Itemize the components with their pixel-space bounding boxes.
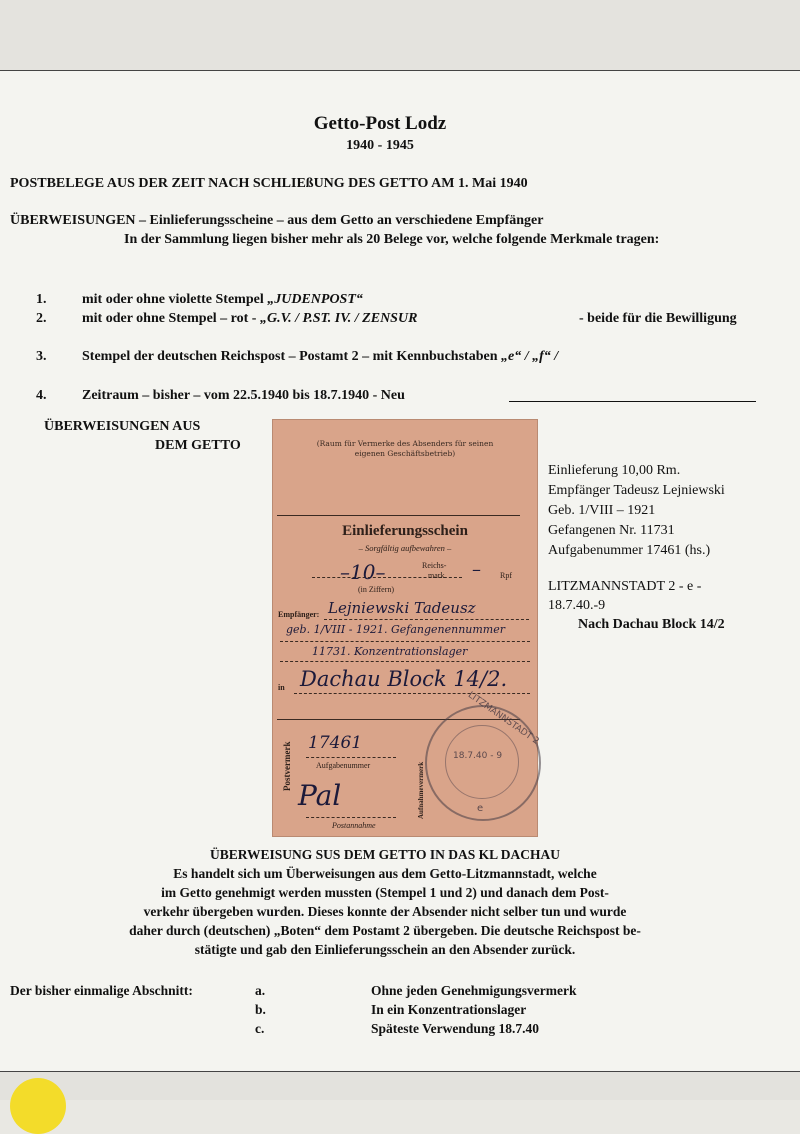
abschnitt-label: Der bisher einmalige Abschnitt: bbox=[10, 983, 193, 998]
card-note bbox=[272, 439, 538, 459]
feature-4-number: 4. bbox=[36, 388, 47, 403]
hand-name: Lejniewski Tadeusz bbox=[328, 599, 476, 617]
side-info-5: Aufgabenummer 17461 (hs.) bbox=[548, 543, 711, 558]
hand-place: Dachau Block 14/2. bbox=[300, 667, 508, 691]
signature-line bbox=[306, 817, 396, 818]
label-reichs: Reichs- bbox=[422, 561, 447, 570]
abschnitt-letter-c: c. bbox=[255, 1021, 265, 1036]
abschnitt-text-b: In ein Konzentrationslager bbox=[371, 1002, 527, 1017]
recipient-line-3 bbox=[280, 661, 530, 662]
hand-pf: – bbox=[472, 559, 481, 580]
postmark-letter: e bbox=[477, 803, 484, 814]
caption-line-1: Es handelt sich um Überweisungen aus dem Getto-Litzmannstadt, welche bbox=[173, 866, 597, 881]
caption-line-5: stätigte und gab den Einlieferungsschein an den Absender zurück. bbox=[194, 942, 576, 957]
label-postvermerk: Postvermerk bbox=[282, 741, 292, 791]
label-aufnahmevermerk: Aufnahmevermerk bbox=[417, 761, 425, 819]
side-info-7: 18.7.40.-9 bbox=[548, 598, 606, 613]
label-postannahme: Postannahme bbox=[332, 821, 376, 830]
hand-line2: geb. 1/VIII - 1921. Gefangenennummer bbox=[286, 623, 506, 636]
feature-2-number: 2. bbox=[36, 311, 47, 326]
hand-amount: –10– bbox=[340, 560, 386, 584]
page-title: Getto-Post Lodz bbox=[313, 113, 447, 134]
blank-fill-line bbox=[509, 401, 756, 402]
feature-2-note: - beide für die Bewilligung bbox=[579, 311, 737, 326]
label-mark: mark bbox=[428, 571, 445, 580]
side-info-1: Einlieferung 10,00 Rm. bbox=[548, 463, 681, 478]
caption-line-3: verkehr übergeben wurden. Dieses konnte der Absender nicht selber tun und wurde bbox=[143, 904, 627, 919]
label-in: in bbox=[278, 683, 285, 692]
label-rpf: Rpf bbox=[500, 571, 512, 580]
place-line bbox=[294, 693, 530, 694]
hand-line3: 11731. Konzentrationslager bbox=[312, 645, 468, 658]
label-in-ziffern: (in Ziffern) bbox=[358, 585, 395, 594]
side-info-2: Empfänger Tadeusz Lejniewski bbox=[548, 483, 725, 498]
feature-2-text: mit oder ohne Stempel – rot - „G.V. / P.ST. IV. / ZENSUR bbox=[82, 311, 418, 326]
feature-3-number: 3. bbox=[36, 349, 47, 364]
side-info-8: Nach Dachau Block 14/2 bbox=[578, 617, 725, 632]
label-empfaenger: Empfänger: bbox=[278, 610, 320, 619]
abschnitt-text-a: Ohne jeden Genehmigungsvermerk bbox=[371, 983, 577, 998]
postmark-date: 18.7.40 - 9 bbox=[453, 751, 503, 761]
feature-1-text: mit oder ohne violette Stempel „JUDENPOST“ bbox=[82, 292, 363, 307]
feature-1-number: 1. bbox=[36, 292, 47, 307]
recipient-line-2 bbox=[280, 641, 530, 642]
page-years: 1940 - 1945 bbox=[346, 138, 414, 153]
label-aufgabenummer: Aufgabenummer bbox=[316, 761, 371, 770]
section-heading-line1: ÜBERWEISUNGEN AUS bbox=[44, 419, 201, 434]
recipient-line-1 bbox=[324, 619, 529, 620]
hand-number: 17461 bbox=[308, 733, 363, 753]
caption-title: ÜBERWEISUNG SUS DEM GETTO IN DAS KL DACHAU bbox=[210, 847, 560, 862]
yellow-marker-dot bbox=[10, 1078, 66, 1134]
abschnitt-text-c: Späteste Verwendung 18.7.40 bbox=[371, 1021, 540, 1036]
side-info-3: Geb. 1/VIII – 1921 bbox=[548, 503, 656, 518]
abschnitt-letter-a: a. bbox=[255, 983, 266, 998]
caption-line-4: daher durch (deutschen) „Boten“ dem Postamt 2 übergeben. Die deutsche Reichspost be- bbox=[129, 923, 641, 938]
top-margin bbox=[0, 0, 800, 70]
hand-signature: Pal bbox=[298, 779, 342, 812]
caption-line-2: im Getto genehmigt werden mussten (Stempel 1 und 2) und danach dem Post- bbox=[161, 885, 609, 900]
bottom-margin bbox=[0, 1072, 800, 1100]
abschnitt-letter-b: b. bbox=[255, 1002, 266, 1017]
side-info-4: Gefangenen Nr. 11731 bbox=[548, 523, 675, 538]
feature-4-text: Zeitraum – bisher – vom 22.5.1940 bis 18.7.1940 - Neu bbox=[82, 388, 405, 403]
card-title: Einlieferungsschein bbox=[342, 523, 468, 539]
feature-3-text: Stempel der deutschen Reichspost – Postamt 2 – mit Kennbuchstaben „e“ / „f“ / bbox=[82, 349, 559, 364]
heading-postbelege: POSTBELEGE AUS DER ZEIT NACH SCHLIEßUNG DES GETTO AM 1. Mai 1940 bbox=[10, 176, 528, 191]
number-line bbox=[306, 757, 396, 758]
heading-ueberweisungen: ÜBERWEISUNGEN – Einlieferungsscheine – aus dem Getto an verschiedene Empfänger bbox=[10, 213, 544, 228]
card-note-line2: eigenen Geschäftsbetrieb) bbox=[354, 449, 456, 458]
card-divider-top bbox=[277, 515, 520, 516]
section-heading-line2: DEM GETTO bbox=[155, 438, 241, 453]
postmark-stamp bbox=[425, 690, 541, 821]
side-info-6: LITZMANNSTADT 2 - e - bbox=[548, 579, 702, 594]
heading-sammlung: In der Sammlung liegen bisher mehr als 20 Belege vor, welche folgende Merkmale tragen: bbox=[124, 232, 660, 247]
postmark-inner-ring bbox=[445, 725, 519, 799]
card-subtitle: – Sorgfältig aufbewahren – bbox=[358, 543, 452, 553]
card-note-line1: (Raum für Vermerke des Absenders für seinen bbox=[316, 439, 494, 448]
postmark-ring-text: LITZMANNSTADT 2 bbox=[465, 690, 541, 747]
